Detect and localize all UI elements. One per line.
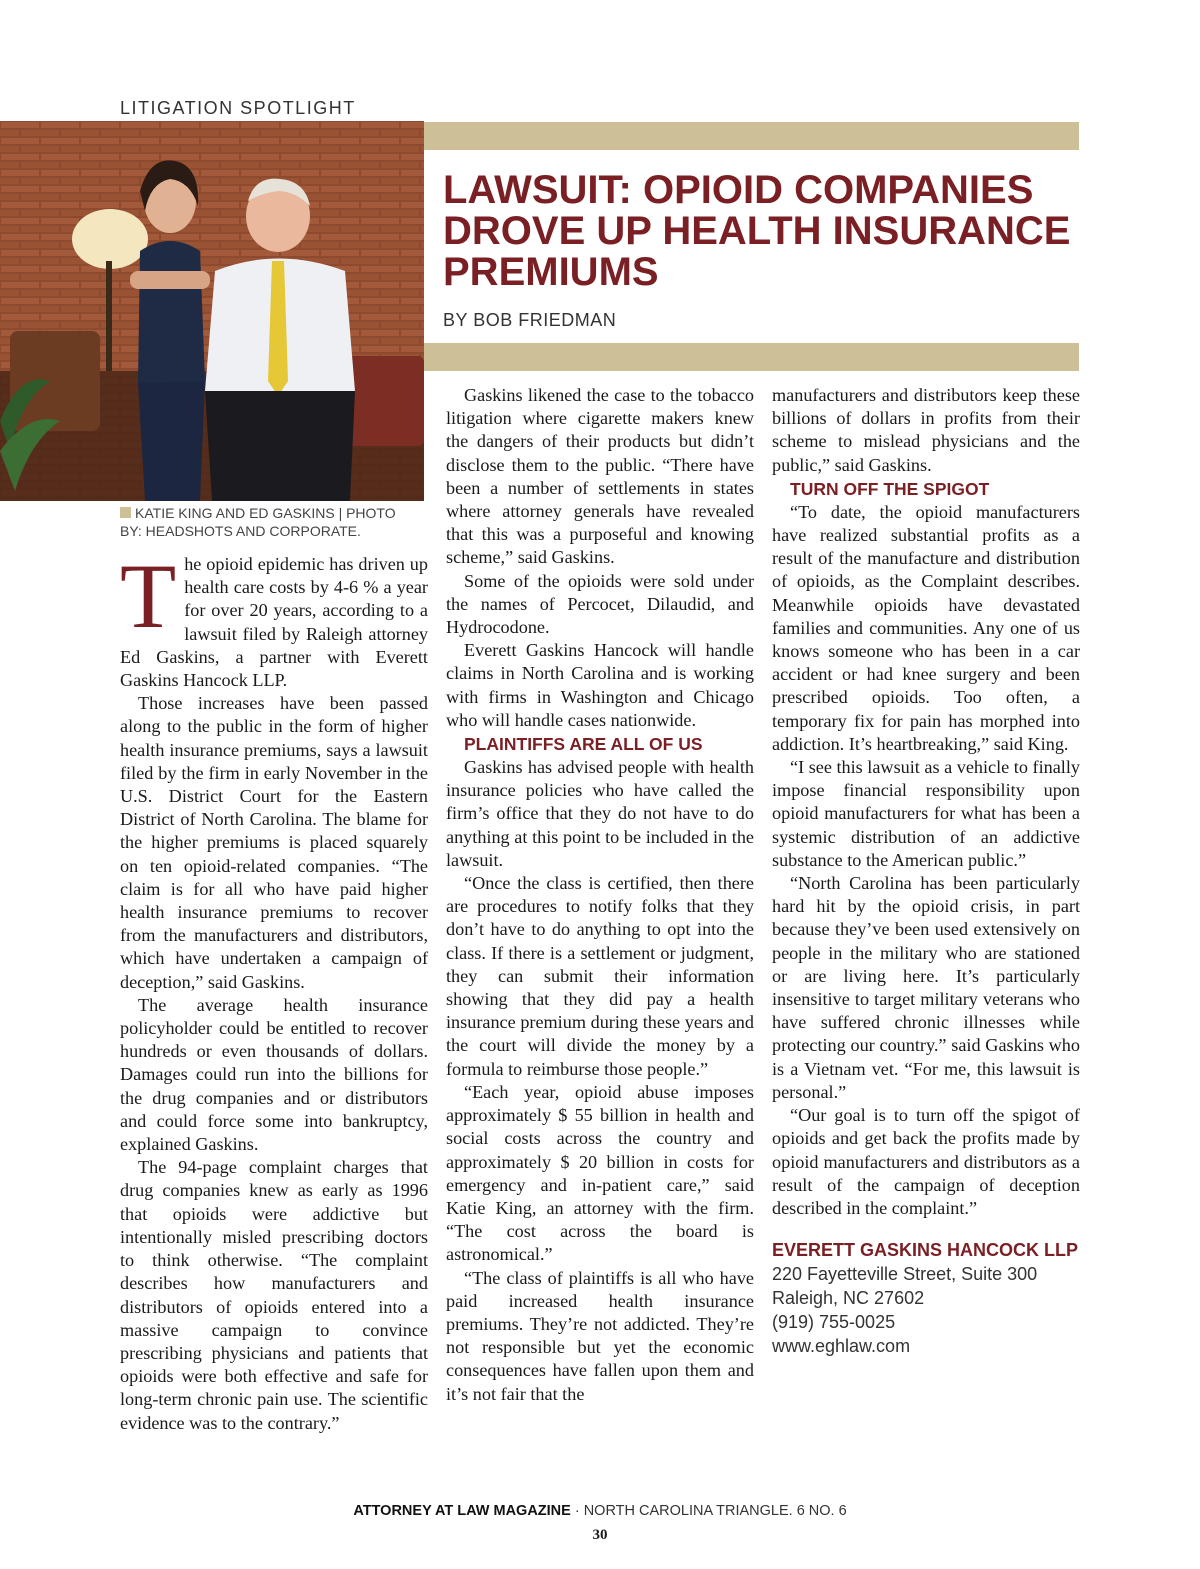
article-column-3 <box>772 384 1080 1358</box>
headline: LAWSUIT: OPIOID COMPANIES DROVE UP HEALTH INSURANCE PREMIUMS <box>443 168 1071 294</box>
firm-phone: (919) 755-0025 <box>772 1312 896 1333</box>
page-number: 30 <box>592 1527 608 1543</box>
attorneys-photo-illustration <box>0 121 424 501</box>
header-bar-bottom <box>424 343 1079 371</box>
subhead: TURN OFF THE SPIGOT <box>790 478 990 499</box>
edition: · NORTH CAROLINA TRIANGLE. 6 NO. 6 <box>570 1503 847 1519</box>
byline: BY BOB FRIEDMAN <box>443 310 617 330</box>
paragraph: manufacturers and distributors keep these billions of dollars in profits from their scheme to mislead physicians and the public,” said Gaskins. <box>772 385 1080 475</box>
paragraph: Some of the opioids were sold under the names of Percocet, Dilaudid, and Hydrocodone. <box>446 570 754 638</box>
paragraph: “I see this lawsuit as a vehicle to finally impose financial responsibility upon opioid manufacturers for what has been a systemic distribution of an addictive substance to the American public.” <box>772 757 1080 870</box>
caption-text: KATIE KING AND ED GASKINS | PHOTO BY: HEADSHOTS AND CORPORATE. <box>120 505 396 539</box>
firm-address-line1: 220 Fayetteville Street, Suite 300 <box>772 1264 1038 1285</box>
subhead: PLAINTIFFS ARE ALL OF US <box>464 734 703 755</box>
paragraph: The 94-page complaint charges that drug companies knew as early as 1996 that opioids were addictive but intentionally misled prescribing doctors to think otherwise. “The complaint describes how manufacturers and distributors of opioids entered into a massive campaign to convince prescribing physicians and patients that opioids were both effective and safe for long-term chronic pain use. The scientific evidence was to the contrary.” <box>120 1157 428 1433</box>
paragraph: “North Carolina has been particularly hard hit by the opioid crisis, in part because they’ve been used extensively on people in the military who are stationed or are living here. It’s particularly insensitive to target military veterans who have suffered chronic illnesses while protecting our country.” said Gaskins who is a Vietnam vet. “For me, this lawsuit is personal.” <box>772 873 1080 1102</box>
paragraph: “Our goal is to turn off the spigot of opioids and get back the profits made by opioid manufacturers and distributors as a result of the campaign of deception described in the complaint.” <box>772 1105 1080 1218</box>
paragraph: “Each year, opioid abuse imposes approximately $ 55 billion in health and social costs across the country and approximately $ 20 billion in costs for emergency and in-patient care,” said Katie King, an attorney with the firm. “The cost across the board is astronomical.” <box>446 1081 754 1265</box>
photo-caption <box>120 504 420 540</box>
footer <box>0 1503 1200 1519</box>
firm-address-line2: Raleigh, NC 27602 <box>772 1288 925 1309</box>
paragraph: Gaskins likened the case to the tobacco litigation where cigarette makers knew the dangers of their products but didn’t disclose them to the public. “There have been a number of settlements in states where attorney generals have revealed that this was a purposeful and knowing scheme,” said Gaskins. <box>446 385 754 568</box>
magazine-name: ATTORNEY AT LAW MAGAZINE <box>353 1503 571 1519</box>
section-label: LITIGATION SPOTLIGHT <box>120 98 356 118</box>
paragraph: “The class of plaintiffs is all who have paid increased health insurance premiums. They’re not addicted. They’re not responsible but yet the economic consequences have fallen upon them and it’s not fair that the <box>446 1267 754 1404</box>
paragraph: Everett Gaskins Hancock will handle claims in North Carolina and is working with firms in Washington and Chicago who will handle cases nationwide. <box>446 640 754 730</box>
paragraph <box>120 545 428 692</box>
firm-name: EVERETT GASKINS HANCOCK LLP <box>772 1240 1079 1261</box>
article-column-1 <box>120 545 428 1435</box>
article-column-2 <box>446 384 754 1406</box>
paragraph-text: he opioid epidemic has driven up health care costs by 4-6 % a year for over 20 years, according to a lawsuit filed by Raleigh attorney Ed Gaskins, a partner with Everett Gaskins Hancock LLP. <box>120 554 428 691</box>
paragraph: “To date, the opioid manufacturers have realized substantial profits as a result of the manufacture and distribution of opioids, as the Complaint describes. Meanwhile opioids have devastated families and communities. Any one of us knows someone who has been in a car accident or had knee surgery and been prescribed opioids. Too often, a temporary fix for pain has morphed into addiction. It’s heartbreaking,” said King. <box>772 501 1080 754</box>
firm-contact <box>772 1238 1080 1358</box>
firm-website-link[interactable]: www.eghlaw.com <box>772 1336 911 1357</box>
header-bar-top <box>424 122 1079 150</box>
attorneys-photo <box>0 121 424 501</box>
caption-marker-icon <box>120 507 131 518</box>
dropcap: T <box>120 545 177 647</box>
paragraph: Those increases have been passed along to the public in the form of higher health insurance premiums, says a lawsuit filed by the firm in early November in the U.S. District Court for the Eastern District of North Carolina. The blame for the higher premiums is placed squarely on ten opioid-related companies. “The claim is for all who have paid higher health insurance premiums to recover from the manufacturers and distributors, which have undertaken a campaign of deception,” said Gaskins. <box>120 693 428 992</box>
paragraph: “Once the class is certified, then there are procedures to notify folks that they don’t have to do anything to opt into the class. If there is a settlement or judgment, they can submit their information showing that they did pay a health insurance premium during these years and the court will divide the money by a formula to reimburse those people.” <box>446 873 754 1079</box>
paragraph: The average health insurance policyholder could be entitled to recover hundreds or even thousands of dollars. Damages could run into the billions for the drug companies and or distributors and could force some into bankruptcy, explained Gaskins. <box>120 994 428 1155</box>
paragraph: Gaskins has advised people with health insurance policies who have called the firm’s office that they do not have to do anything at this point to be included in the lawsuit. <box>446 757 754 870</box>
